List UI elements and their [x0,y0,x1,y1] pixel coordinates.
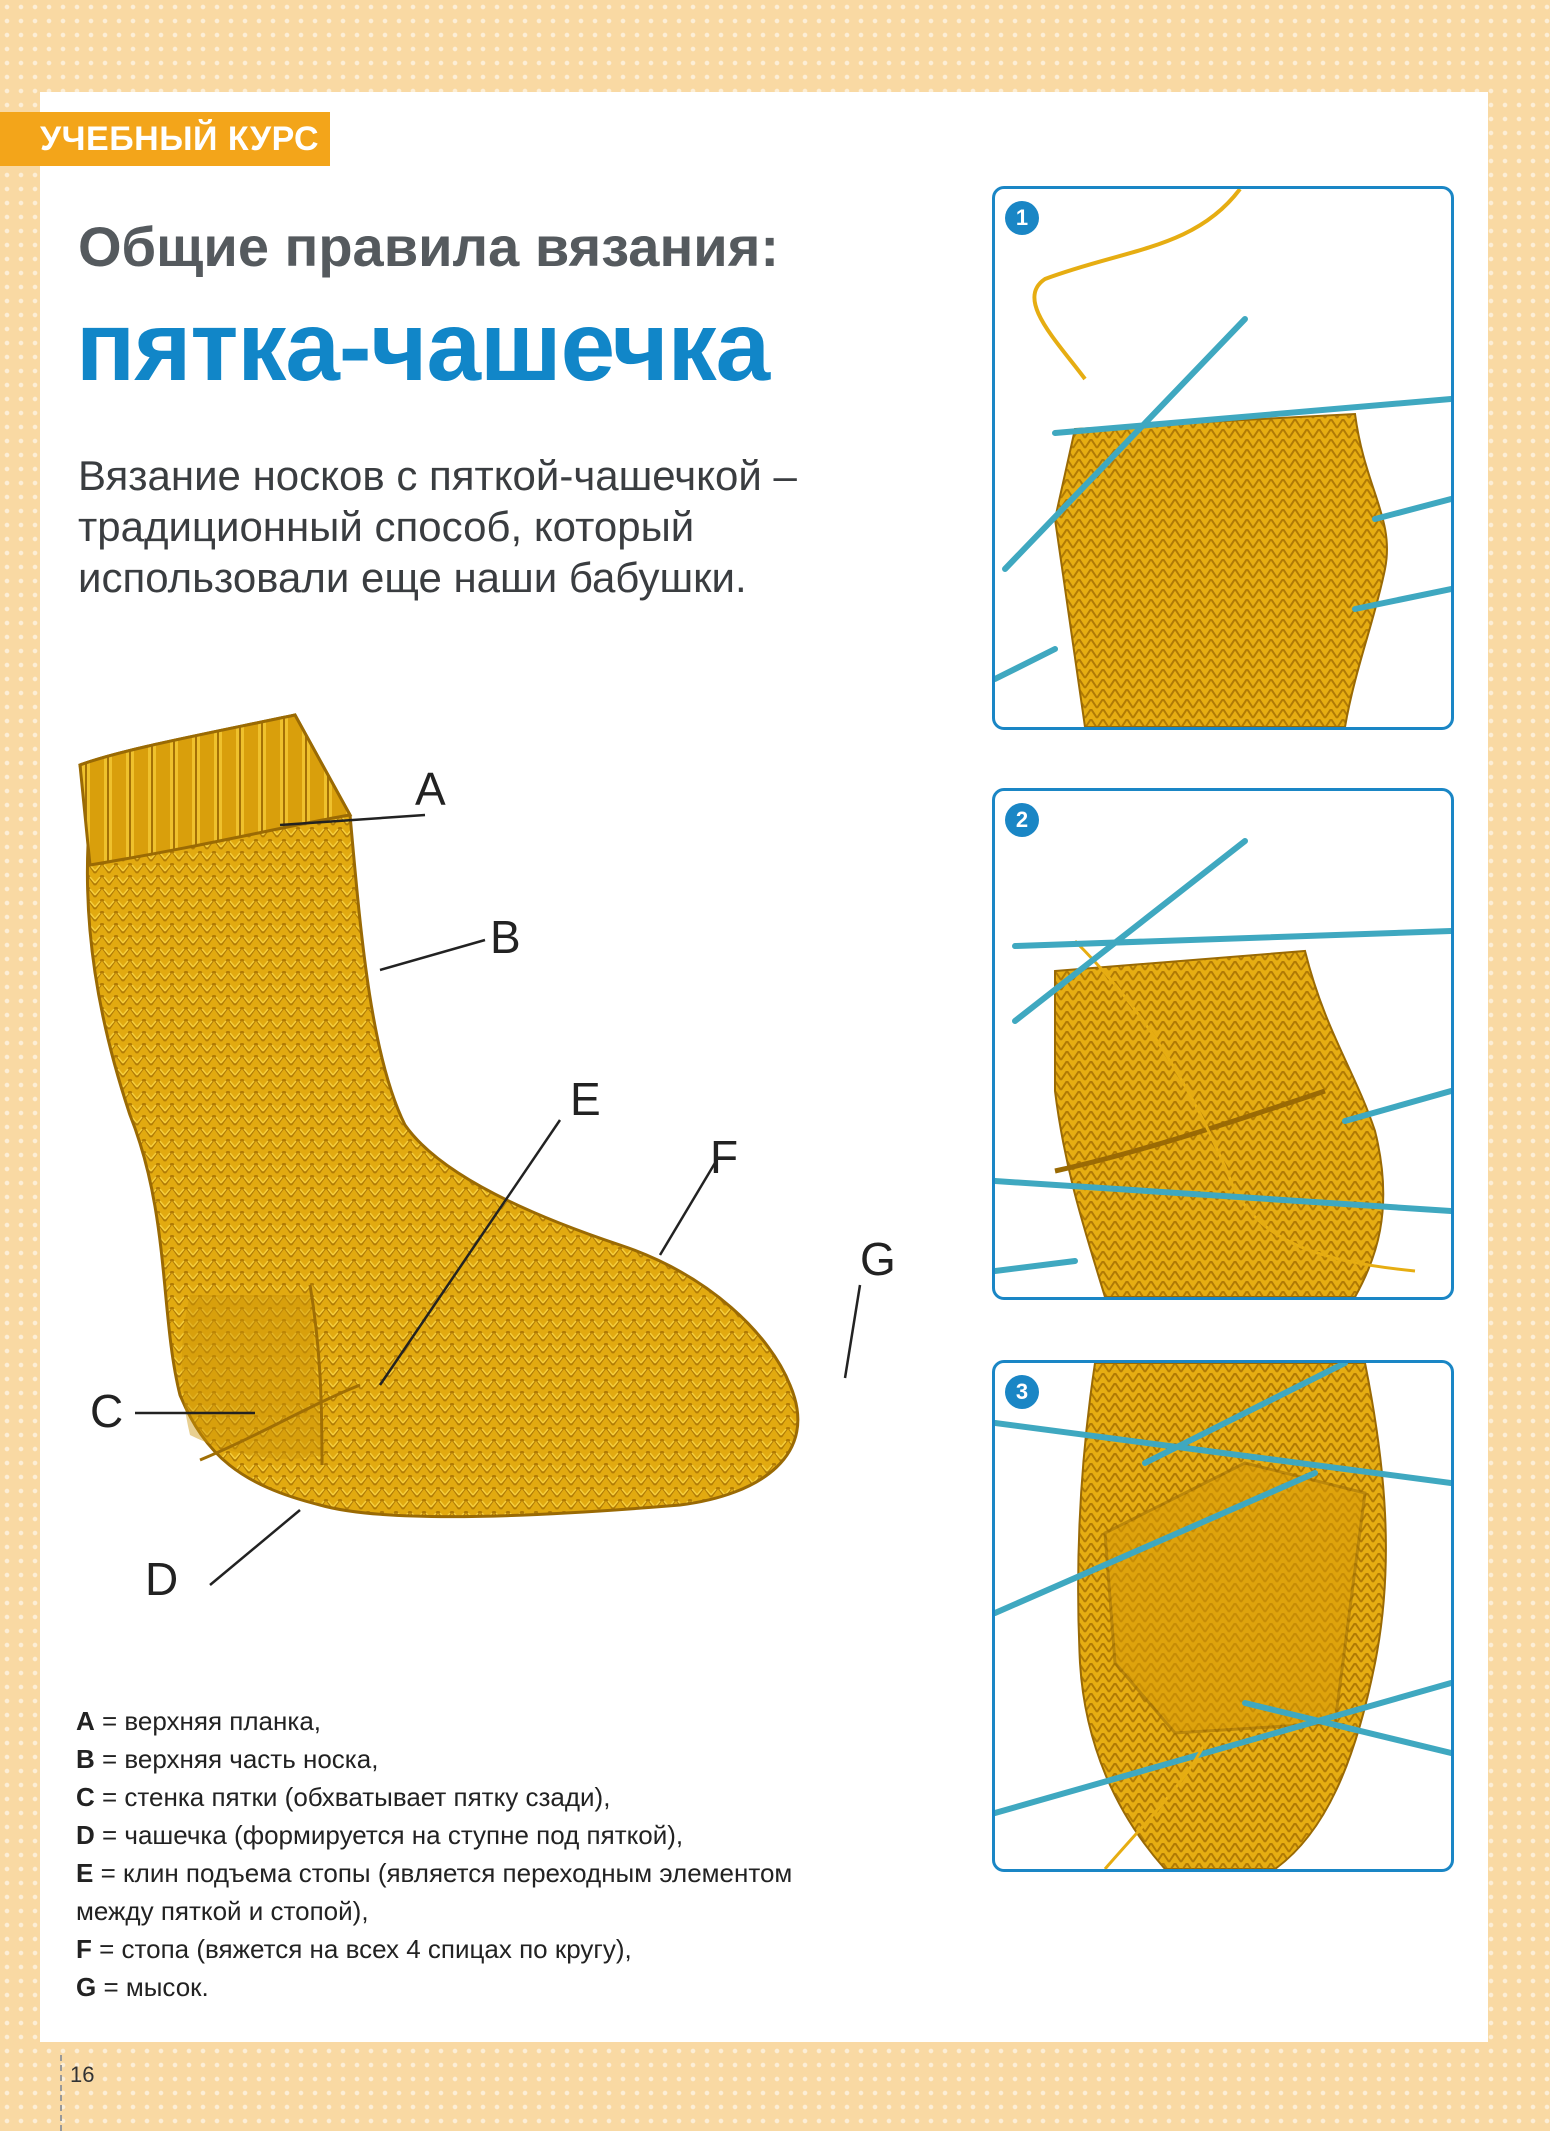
intro-line: традиционный способ, который [78,503,695,550]
legend-item: C = стенка пятки (обхватывает пятку сзади), [76,1782,611,1812]
label-g: G [860,1233,896,1285]
legend-item: D = чашечка (формируется на ступне под пяткой), [76,1820,684,1850]
step-panel-2 [992,788,1454,1300]
legend-item: E = клин подъема стопы (является переходным элементом [76,1858,793,1888]
legend-item: B = верхняя часть носка, [76,1744,379,1774]
legend-item: G = мысок. [76,1972,209,2002]
label-b: B [490,911,521,963]
label-e: E [570,1073,601,1125]
legend [76,1702,836,2006]
label-c: C [90,1385,124,1437]
step-panel-1 [992,186,1454,730]
section-tag: УЧЕБНЫЙ КУРС [0,112,330,166]
step-1-illustration [995,189,1451,727]
step-badge: 2 [1005,803,1039,837]
title-line-2: пятка-чашечка [76,291,770,401]
step-badge: 1 [1005,201,1039,235]
intro-line: Вязание носков с пяткой-чашечкой – [78,452,797,499]
step-panel-3 [992,1360,1454,1872]
step-3-illustration [995,1363,1451,1869]
heel-wall [182,1295,322,1459]
page-divider [60,2055,62,2131]
label-a: A [415,763,446,815]
label-f: F [710,1131,739,1183]
label-d: D [145,1553,179,1605]
page-number: 16 [70,2062,95,2087]
step-2-illustration [995,791,1451,1297]
intro-text [78,450,898,603]
title-line-1: Общие правила вязания: [78,215,780,278]
intro-line: использовали еще наши бабушки. [78,554,747,601]
legend-item: F = стопа (вяжется на всех 4 спицах по кругу), [76,1934,632,1964]
legend-item: между пяткой и стопой), [76,1896,369,1926]
legend-item: A = верхняя планка, [76,1706,321,1736]
sock-illustration [60,695,960,1675]
step-badge: 3 [1005,1375,1039,1409]
